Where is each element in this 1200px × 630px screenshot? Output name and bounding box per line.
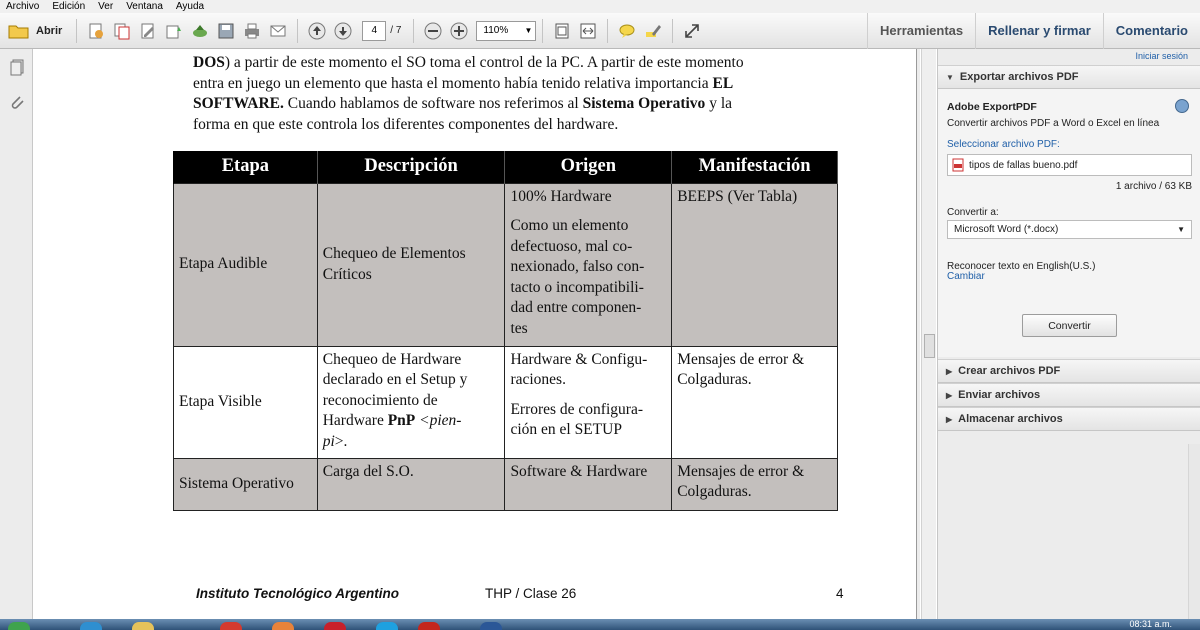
para-line [193, 94, 833, 115]
ie-icon[interactable] [80, 622, 102, 630]
para-text: forma en que este controla los diferentes componentes del hardware. [193, 115, 619, 133]
cell-text: >. [334, 432, 348, 450]
edit-document-icon[interactable] [137, 20, 159, 42]
navigation-pane [0, 49, 33, 619]
previous-page-icon[interactable] [306, 20, 328, 42]
service-name: Adobe ExportPDF [947, 101, 1037, 113]
main-toolbar [0, 13, 1200, 49]
menu-ver[interactable]: Ver [98, 1, 114, 12]
print-icon[interactable] [241, 20, 263, 42]
expand-triangle-icon: ▶ [946, 366, 953, 376]
task-tabs [867, 13, 1200, 49]
table-row [174, 346, 838, 458]
cell-descripcion: Chequeo de Elementos Críticos [317, 183, 505, 346]
open-button[interactable] [0, 22, 70, 40]
convert-to-label: Convertir a: [947, 207, 999, 218]
windows-taskbar [0, 619, 1200, 630]
page-number-input[interactable]: 4 [362, 21, 386, 41]
cell-etapa: Sistema Operativo [174, 458, 318, 510]
document-scrollbar[interactable] [921, 49, 936, 619]
start-button-icon[interactable] [8, 622, 30, 630]
skype-icon[interactable] [376, 622, 398, 630]
zoom-in-icon[interactable] [448, 20, 470, 42]
italic-text: pi [322, 432, 335, 450]
cell-origen [505, 183, 672, 346]
menu-ventana[interactable]: Ventana [126, 1, 163, 12]
cell-line: Colgaduras. [677, 483, 752, 500]
file-count: 1 archivo / 63 KB [1115, 181, 1192, 192]
para-line [193, 115, 833, 136]
para-line [193, 53, 833, 74]
select-file-label[interactable]: Seleccionar archivo PDF: [947, 139, 1060, 150]
cell-manifestacion: BEEPS (Ver Tabla) [672, 183, 838, 346]
tab-comment[interactable]: Comentario [1103, 13, 1200, 49]
export-settings-icon[interactable] [1175, 99, 1189, 113]
para-text: ) a partir de este momento el SO toma el control de la PC. A partir de este momento [224, 54, 744, 71]
expand-triangle-icon: ▶ [946, 390, 953, 400]
cell-text: Hardware [322, 412, 388, 429]
document-area [33, 49, 920, 619]
panel-scrollbar[interactable] [1188, 444, 1200, 619]
next-page-icon[interactable] [332, 20, 354, 42]
cell-origen: Software & Hardware [505, 458, 672, 510]
tab-fill-sign[interactable]: Rellenar y firmar [975, 13, 1103, 49]
cell-line: reconocimiento de [322, 391, 438, 409]
table-row [174, 183, 838, 346]
save-icon[interactable] [215, 20, 237, 42]
fit-width-icon[interactable] [577, 20, 599, 42]
bold-text: EL [712, 74, 734, 92]
cell-line: dad entre componen- [510, 299, 642, 316]
header-etapa: Etapa [174, 151, 318, 183]
export-pdf-section-header[interactable] [938, 65, 1200, 89]
folder-icon [8, 22, 30, 40]
store-files-section-header[interactable] [938, 407, 1200, 431]
ocr-language-label: Reconocer texto en English(U.S.) [947, 261, 1096, 272]
bold-text: SOFTWARE. [193, 95, 284, 112]
bold-text: DOS [193, 54, 225, 71]
section-title: Crear archivos PDF [958, 365, 1061, 377]
cell-line: tes [510, 319, 528, 337]
zoom-select[interactable] [476, 21, 536, 41]
footer-institution: Instituto Tecnológico Argentino [196, 586, 399, 601]
cell-etapa: Etapa Audible [174, 183, 318, 346]
cell-paragraph [510, 216, 666, 339]
cell-descripcion: Carga del S.O. [317, 458, 505, 510]
pdf-file-icon [952, 158, 964, 172]
open-label: Abrir [36, 24, 63, 37]
acrobat-taskbar-icon[interactable] [418, 622, 440, 630]
header-manifestacion: Manifestación [672, 151, 838, 183]
section-title: Exportar archivos PDF [959, 71, 1079, 83]
taskbar-clock: 08:31 a.m. [1129, 619, 1172, 629]
italic-text: <pien- [415, 412, 462, 429]
cell-line: nexionado, falso con- [510, 258, 645, 275]
convert-button[interactable]: Convertir [1022, 314, 1117, 337]
menu-edicion[interactable]: Edición [52, 1, 86, 12]
tools-panel [937, 49, 1200, 619]
cell-line: raciones. [510, 371, 566, 388]
cell-line: defectuoso, mal co- [510, 237, 633, 255]
file-name: tipos de fallas bueno.pdf [969, 159, 1078, 171]
scrollbar-thumb[interactable] [924, 334, 935, 358]
chevron-down-icon: ▼ [1177, 225, 1185, 234]
upload-icon[interactable] [189, 20, 211, 42]
zoom-out-icon[interactable] [422, 20, 444, 42]
section-title: Almacenar archivos [958, 413, 1063, 425]
cell-line: Mensajes de error & [677, 350, 805, 368]
highlight-icon[interactable] [642, 20, 664, 42]
cell-etapa: Etapa Visible [174, 346, 318, 458]
explorer-icon[interactable] [132, 622, 154, 630]
para-text: Cuando hablamos de software nos referimos al [283, 95, 583, 112]
para-text: entra en juego un elemento que hasta el momento había tenido relativa importancia [193, 74, 713, 92]
convert-format-select[interactable] [947, 220, 1192, 239]
expand-icon[interactable] [681, 20, 703, 42]
zoom-value: 110% [483, 25, 509, 36]
page-total: / 7 [390, 25, 402, 36]
body-paragraph [193, 53, 833, 135]
attachments-icon[interactable] [0, 85, 33, 121]
cell-origen [505, 346, 672, 458]
cell-line: Mensajes de error & [677, 462, 805, 480]
word-icon[interactable] [480, 622, 502, 630]
footer-page-number: 4 [836, 586, 844, 601]
table-row [174, 458, 838, 510]
para-text: y la [705, 95, 732, 112]
cell-manifestacion [672, 458, 838, 510]
chrome-icon[interactable] [220, 622, 242, 630]
cell-line: declarado en el Setup y [322, 371, 468, 388]
create-pdf-icon[interactable] [85, 20, 107, 42]
save-to-cloud-icon[interactable] [163, 20, 185, 42]
firefox-icon[interactable] [272, 622, 294, 630]
bold-text: PnP [387, 412, 416, 429]
para-line [193, 74, 833, 95]
bold-text: Sistema Operativo [582, 95, 706, 112]
header-descripcion: Descripción [317, 151, 505, 183]
cell-line: Chequeo de Hardware [322, 350, 462, 368]
collapse-triangle-icon: ▼ [946, 72, 954, 82]
cell-line: Colgaduras. [677, 371, 752, 388]
opera-icon[interactable] [324, 622, 346, 630]
change-language-link[interactable]: Cambiar [947, 271, 985, 282]
cell-manifestacion [672, 346, 838, 458]
cell-line [323, 432, 500, 453]
page-thumbnails-icon[interactable] [0, 49, 33, 85]
chevron-down-icon: ▼ [524, 26, 533, 35]
footer-class: THP / Clase 26 [485, 586, 577, 601]
create-pdf-section-header[interactable] [938, 359, 1200, 383]
sign-in-link[interactable]: Iniciar sesión [1135, 51, 1188, 61]
fit-page-icon[interactable] [551, 20, 573, 42]
expand-triangle-icon: ▶ [946, 414, 953, 424]
menu-bar [0, 0, 1200, 13]
cell-line: tacto o incompatibili- [510, 278, 644, 296]
comment-icon[interactable] [616, 20, 638, 42]
cell-line: Hardware & Configu- [510, 350, 648, 368]
header-origen: Origen [505, 151, 672, 183]
cell-line: Errores de configura- [510, 400, 643, 418]
menu-archivo[interactable]: Archivo [6, 1, 40, 12]
cell-descripcion [317, 346, 505, 458]
section-title: Enviar archivos [958, 389, 1041, 401]
convert-format-value: Microsoft Word (*.docx) [954, 224, 1059, 235]
selected-file-field[interactable] [947, 154, 1192, 176]
combine-pdf-icon[interactable] [111, 20, 133, 42]
failures-table [173, 151, 838, 511]
cell-line: 100% Hardware [510, 187, 612, 205]
send-files-section-header[interactable] [938, 383, 1200, 407]
menu-ayuda[interactable]: Ayuda [175, 1, 205, 12]
tab-tools[interactable]: Herramientas [867, 13, 975, 49]
cell-line: ción en el SETUP [510, 421, 622, 438]
table-header-row [174, 151, 838, 183]
export-pdf-body [938, 89, 1200, 357]
service-description: Convertir archivos PDF a Word o Excel en línea [947, 118, 1160, 129]
cell-line [323, 411, 500, 432]
cell-line: Como un elemento [510, 217, 629, 234]
email-icon[interactable] [267, 20, 289, 42]
pdf-page [33, 49, 917, 619]
